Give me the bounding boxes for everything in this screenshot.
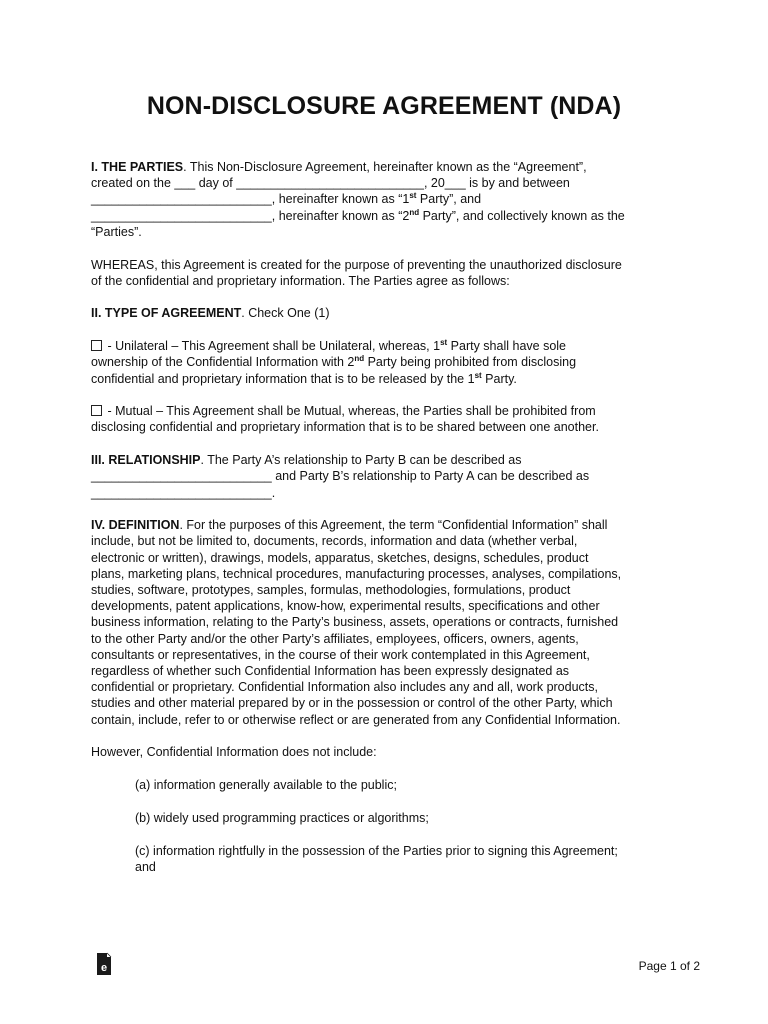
definition-line: to the other Party and/or the other Party’s affiliates, employees, officers, owners, agents, <box>91 631 579 646</box>
whereas-line-1: WHEREAS, this Agreement is created for the purpose of preventing the unauthorized disclosure <box>91 257 622 272</box>
page-number: Page 1 of 2 <box>638 959 700 973</box>
exclusion-item-a: (a) information generally available to the public; <box>135 778 397 793</box>
relationship-line-3: __________________________. <box>91 485 276 500</box>
unilateral-line-3: confidential and proprietary information that is to be released by the 1st Party. <box>91 370 517 386</box>
type-heading: II. TYPE OF AGREEMENT <box>91 306 242 321</box>
mutual-checkbox[interactable] <box>91 405 102 416</box>
document-title: NON-DISCLOSURE AGREEMENT (NDA) <box>146 92 622 120</box>
unilateral-line-2: ownership of the Confidential Information with 2nd Party being prohibited from disclosing <box>91 354 577 370</box>
definition-heading: IV. DEFINITION <box>91 518 180 533</box>
definition-line: consultants or representatives, in the course of their work contemplated in this Agreement, <box>91 647 590 662</box>
unilateral-checkbox[interactable] <box>91 340 102 351</box>
parties-line-4: __________________________, hereinafter known as “2nd Party”, and collectively known as the <box>91 207 625 223</box>
mutual-line-1: - Mutual – This Agreement shall be Mutual, whereas, the Parties shall be prohibited from <box>91 403 691 419</box>
definition-line: electronic or written), drawings, models, apparatus, sketches, designs, schedules, product <box>91 550 589 565</box>
parties-line-3: __________________________, hereinafter known as “1st Party”, and <box>91 191 482 207</box>
svg-text:e: e <box>100 962 108 974</box>
parties-heading: I. THE PARTIES <box>91 160 184 174</box>
exclusion-item-c: (c) information rightfully in the possession of the Parties prior to signing this Agreement; <box>135 843 618 858</box>
relationship-line-2: __________________________ and Party B’s relationship to Party A can be described as <box>91 469 590 484</box>
whereas-line-2: of the confidential and proprietary information. The Parties agree as follows: <box>91 273 510 288</box>
definition-line: developments, patent applications, know-how, experimental results, specifications and other <box>91 599 600 614</box>
however-line: However, Confidential Information does not include: <box>91 745 377 760</box>
definition-line: business information, relating to the Party’s business, assets, operations or contracts, furnished <box>91 615 619 630</box>
definition-line: contain, include, refer to or otherwise reflect or are generated from any Confidential Information. <box>91 712 621 727</box>
document-body <box>91 159 691 875</box>
exclusion-item-b: (b) widely used programming practices or algorithms; <box>135 810 429 825</box>
relationship-line-1: III. RELATIONSHIP. The Party A’s relationship to Party B can be described as <box>91 453 522 468</box>
definition-line: confidential or proprietary. Confidential Information also includes any and all, work products, <box>91 680 598 695</box>
exclusion-item-c-cont: and <box>135 859 156 874</box>
unilateral-line-1: - Unilateral – This Agreement shall be Unilateral, whereas, 1st Party shall have sole <box>91 338 691 354</box>
definition-line: regardless of whether such Confidential Information has been expressly designated as <box>91 664 570 679</box>
type-of-agreement: II. TYPE OF AGREEMENT. Check One (1) <box>91 306 330 321</box>
definition-line-1: IV. DEFINITION. For the purposes of this Agreement, the term “Confidential Information” shall <box>91 518 608 533</box>
mutual-line-2: disclosing confidential and proprietary information that is to be shared between one another. <box>91 420 599 435</box>
relationship-heading: III. RELATIONSHIP <box>91 453 201 468</box>
parties-line-1: I. THE PARTIES. This Non-Disclosure Agreement, hereinafter known as the “Agreement”, <box>91 160 587 174</box>
definition-line: include, but not be limited to, documents, records, information and data (whether verbal, <box>91 534 578 549</box>
definition-line: plans, marketing plans, technical procedures, manufacturing processes, analyses, compilations, <box>91 566 622 581</box>
parties-line-2: created on the ___ day of ___________________________, 20___ is by and between <box>91 176 570 191</box>
parties-line-5: “Parties”. <box>91 224 142 239</box>
document-e-logo-icon <box>96 951 112 977</box>
definition-line: studies and other material prepared by or in the possession or control of the other Party, which <box>91 696 613 711</box>
definition-line: studies, software, prototypes, samples, formulas, methodologies, formulations, product <box>91 583 571 598</box>
